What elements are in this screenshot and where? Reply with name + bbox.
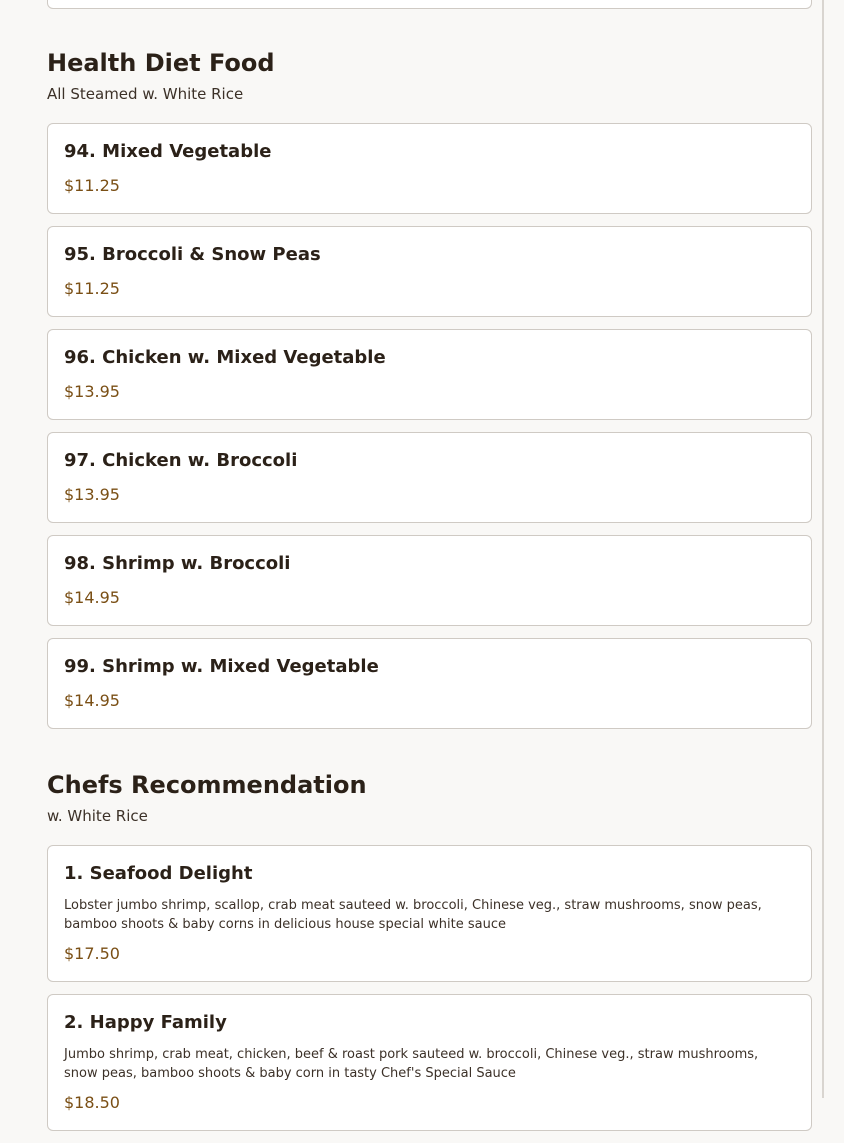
section-chefs-recommendation <box>47 770 812 1131</box>
item-name: 94. Mixed Vegetable <box>64 141 272 162</box>
section-subtitle: All Steamed w. White Rice <box>47 85 244 103</box>
previous-menu-item-card[interactable] <box>47 0 812 9</box>
item-price: $13.95 <box>64 382 120 401</box>
menu-item-card[interactable] <box>47 535 812 626</box>
item-name: 2. Happy Family <box>64 1012 227 1033</box>
section-title: Chefs Recommendation <box>47 771 367 799</box>
menu-item-card[interactable] <box>47 845 812 982</box>
item-price: $14.95 <box>64 588 120 607</box>
item-name: 98. Shrimp w. Broccoli <box>64 553 291 574</box>
item-name: 1. Seafood Delight <box>64 863 253 884</box>
item-description: Jumbo shrimp, crab meat, chicken, beef & roast pork sauteed w. broccoli, Chinese veg., straw mushrooms, snow peas, bamboo shoots & baby corn in tasty Chef's Special Sauce <box>64 1047 759 1081</box>
item-price: $17.50 <box>64 944 120 963</box>
item-name: 99. Shrimp w. Mixed Vegetable <box>64 656 379 677</box>
item-price: $18.50 <box>64 1093 120 1112</box>
menu-item-card[interactable] <box>47 432 812 523</box>
item-price: $11.25 <box>64 176 120 195</box>
menu-item-card[interactable] <box>47 329 812 420</box>
menu-item-card[interactable] <box>47 123 812 214</box>
section-title: Health Diet Food <box>47 49 275 77</box>
item-name: 95. Broccoli & Snow Peas <box>64 244 321 265</box>
menu-item-card[interactable] <box>47 994 812 1131</box>
section-health-diet-food <box>47 48 812 729</box>
item-price: $13.95 <box>64 485 120 504</box>
item-name: 97. Chicken w. Broccoli <box>64 450 298 471</box>
item-name: 96. Chicken w. Mixed Vegetable <box>64 347 386 368</box>
item-price: $14.95 <box>64 691 120 710</box>
item-price: $11.25 <box>64 279 120 298</box>
section-subtitle: w. White Rice <box>47 807 148 825</box>
menu-item-card[interactable] <box>47 226 812 317</box>
scroll-divider <box>822 0 824 1098</box>
item-description: Lobster jumbo shrimp, scallop, crab meat sauteed w. broccoli, Chinese veg., straw mushrooms, snow peas, bamboo shoots & baby corns in delicious house special white sauce <box>64 898 762 932</box>
menu-item-card[interactable] <box>47 638 812 729</box>
menu-content <box>47 0 812 1143</box>
